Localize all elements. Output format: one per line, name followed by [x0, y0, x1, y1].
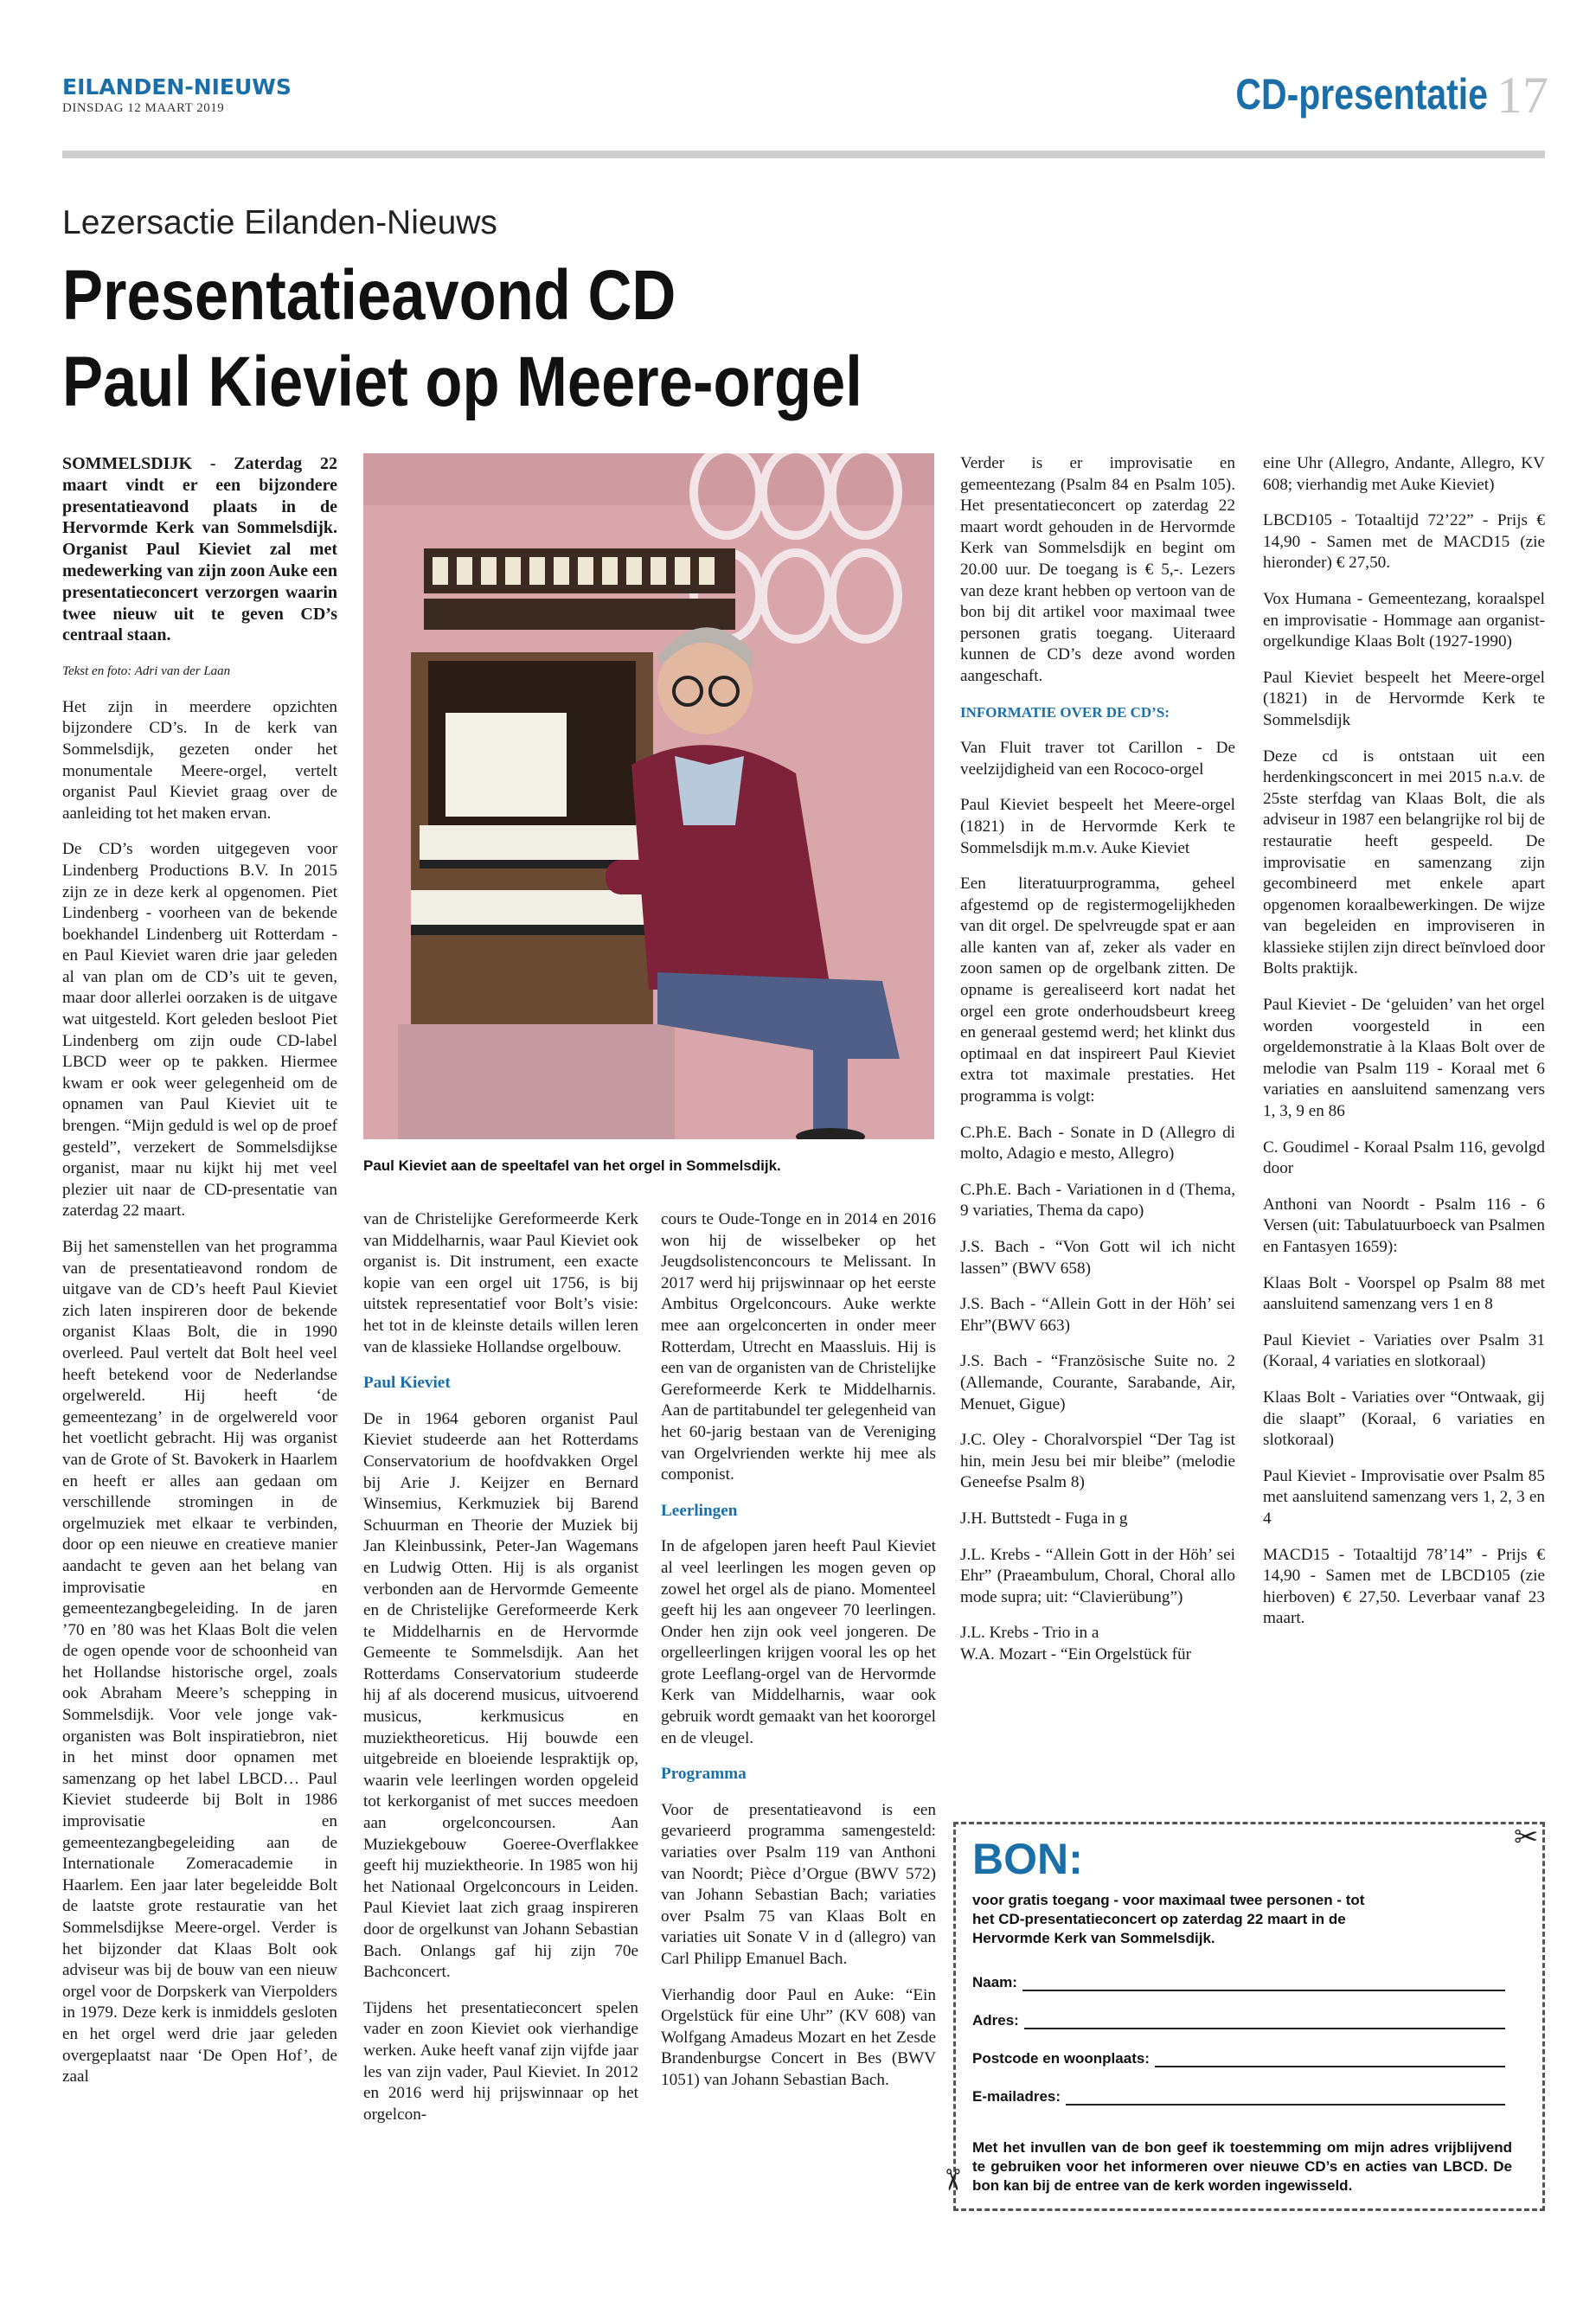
list-item: J.S. Bach - “Von Gott wil ich nicht lassen” (BWV 658): [960, 1238, 1235, 1278]
dateline: DINSDAG 12 MAART 2019: [62, 101, 225, 115]
name-input-line[interactable]: [1022, 1974, 1505, 1991]
field-label: E-mailadres:: [972, 2088, 1061, 2105]
headline-line-2: Paul Kieviet op Meere-orgel: [62, 343, 862, 421]
subheading: Leerlingen: [661, 1501, 738, 1520]
list-item: J.L. Krebs - “Allein Gott in der Höh’ sei Ehr” (Praeambulum, Choral, Choral allo mode supra; uit: “Clavierübung”): [960, 1545, 1235, 1606]
field-label: Naam:: [972, 1974, 1017, 1990]
list-item: C. Goudimel - Koraal Psalm 116, gevolgd door: [1263, 1138, 1545, 1178]
organist-photo: [363, 453, 934, 1139]
list-item: Klaas Bolt - Voorspel op Psalm 88 met aansluitend samenzang vers 1 en 8: [1263, 1273, 1545, 1314]
field-label: Postcode en woonplaats:: [972, 2050, 1150, 2067]
list-item: C.Ph.E. Bach - Variationen in d (Thema, 9 variaties, Thema da capo): [960, 1180, 1235, 1221]
subheading: Paul Kieviet: [363, 1374, 451, 1393]
paragraph: cours te Oude-Tonge en in 2014 en 2016 won hij de wisselbeker op het Jeugdsolistenconcours te Melissant. In 2017 werd hij prijswinnaar op het eerste Ambitus Orgelconcours. Auke werkte mee aan orgelconcerten in onder meer Rotterdam, Utrecht en Maassluis. Hij is een van de organisten van de Christelijke Gereformeerde Kerk te Middelharnis. Aan de partitabundel ter gelegenheid van het 60-jarig bestaan van de Vereniging van Orgelvrienden werkte hij mee als componist.: [661, 1210, 936, 1484]
list-item: Deze cd is ontstaan uit een herdenkingsconcert in mei 2015 n.a.v. de 25ste sterfdag van Klaas Bolt, die als adviseur in 1987 een belangrijke rol bij de restauratie heeft gespeeld. De improvisatie en samenzang zijn gecombineerd met enkele apart opgenomen koraalbewerkingen. De wijze van begeleiden en improviseren in klassieke stijlen zijn direct beïnvloed door Bolts praktijk.: [1263, 747, 1545, 978]
email-field[interactable]: [972, 2088, 1505, 2106]
column-2: [363, 1209, 638, 2140]
coupon-disclaimer: Met het invullen van de bon geef ik toestemming om mijn adres vrijblijvend te gebruiken voor het informeren over nieuwe CD’s en acties van LBCD. De bon kan bij de entree van de kerk worden ingewisseld.: [972, 2139, 1512, 2194]
field-label: Adres:: [972, 2012, 1019, 2029]
list-item: Klaas Bolt - Variaties over “Ontwaak, gij die slaapt” (Koraal, 6 variaties en slotkoraal): [1263, 1388, 1545, 1450]
name-field[interactable]: [972, 1974, 1505, 1991]
subheading: Programma: [661, 1765, 747, 1784]
email-input-line[interactable]: [1066, 2088, 1505, 2106]
list-item: Anthoni van Noordt - Psalm 116 - 6 Versen (uit: Tabulatuurboeck van Psalmen en Fantasyen 1659):: [1263, 1195, 1545, 1256]
paragraph: De CD’s worden uitgegeven voor Lindenberg Productions B.V. In 2015 zijn ze in deze kerk al opgenomen. Piet Lindenberg - voorheen van de bekende boekhandel Lindenberg uit Rotterdam - en Paul Kieviet waren drie jaar geleden al van plan om de CD’s uit te geven, maar door allerlei oorzaken is de uitgave wat uitgesteld. Kort geleden besloot Piet Lindenberg om zijn oude CD-label LBCD weer op te pakken. Hiermee kwam er ook weer gelegenheid om de opnamen van Paul Kieviet uit te brengen. “Mijn geduld is wel op de proef gesteld”, verzekert de Sommelsdijkse organist, maar nu kijkt hij met veel plezier uit naar de CD-presentatie van zaterdag 22 maart.: [62, 840, 337, 1221]
lead-paragraph: SOMMELSDIJK - Zaterdag 22 maart vindt er een bijzondere presentatieavond plaats in de Hervormde Kerk van Sommelsdijk. Organist Paul Kieviet zal met medewerking van zijn zoon Auke een presentatieconcert verzorgen waarin twee nieuw uit te geven CD’s centraal staan.: [62, 454, 337, 645]
masthead: EILANDEN-NIEUWS: [62, 74, 292, 99]
list-item: W.A. Mozart - “Ein Orgelstück für: [960, 1644, 1191, 1663]
photo-caption: Paul Kieviet aan de speeltafel van het orgel in Sommelsdijk.: [363, 1157, 781, 1174]
list-item: Paul Kieviet - De ‘geluiden’ van het orgel worden voorgesteld in een orgeldemonstratie à la Klaas Bolt over de melodie van Psalm 119 - Koraal met 6 variaties en aansluitend samenzang vers 1, 3, 9 en 86: [1263, 996, 1545, 1121]
headline-line-1: Presentatieavond CD: [62, 256, 676, 335]
subheading: INFORMATIE OVER DE CD’S:: [960, 703, 1170, 721]
address-input-line[interactable]: [1024, 2012, 1505, 2029]
list-item: J.S. Bach - “Französische Suite no. 2 (Allemande, Courante, Sarabande, Air, Menuet, Gigue): [960, 1352, 1235, 1413]
list-item: J.L. Krebs - Trio in a: [960, 1624, 1099, 1643]
paragraph: Het zijn in meerdere opzichten bijzondere CD’s. In de kerk van Sommelsdijk, gezeten onder het monumentale Meere-orgel, vertelt organist Paul Kieviet graag over de aanleiding tot het maken ervan.: [62, 697, 337, 823]
list-item: Vox Humana - Gemeentezang, koraalspel en improvisatie - Hommage aan organist-orgelkundige Klaas Bolt (1927-1990): [1263, 589, 1545, 651]
coupon-intro: voor gratis toegang - voor maximaal twee personen - tot het CD-presentatieconcert op zaterdag 22 maart in de Hervormde Kerk van Sommelsdijk.: [972, 1892, 1365, 1946]
column-5: [1263, 453, 1545, 1644]
paragraph: Vierhandig door Paul en Auke: “Ein Orgelstück für eine Uhr” (KV 608) van Wolfgang Amadeus Mozart en het Zesde Brandenburgse Concert in Bes (BWV 1051) van Johann Sebastian Bach.: [661, 1985, 936, 2089]
kicker: Lezersactie Eilanden-Nieuws: [62, 204, 497, 241]
photo-credit: Tekst en foto: Adri van der Laan: [62, 664, 231, 679]
column-3: [661, 1209, 936, 2106]
list-item: J.S. Bach - “Allein Gott in der Höh’ sei Ehr”(BWV 663): [960, 1295, 1235, 1335]
paragraph: Bij het samenstellen van het programma van de presentatieavond rondom de uitgave van de CD’s heeft Paul Kieviet zich laten inspireren door de bekende organist Klaas Bolt, die in 1990 overleed. Paul vertelt dat Bolt heel veel heeft betekend voor de Nederlandse orgelwereld. Hij heeft ‘de gemeentezang’ in de orgelwereld voor het voetlicht gebracht. Hij was organist van de Grote of St. Bavokerk in Haarlem en heeft er alles aan gedaan om verschillende stromingen in de orgelmuziek met elkaar te verbinden, door op een nieuwe en creatieve manier aandacht te geven aan het belang van improvisatie en gemeentezangbegeleiding. In de jaren ’70 en ’80 was het Klaas Bolt die velen de ogen opende voor de schoonheid van het Hollandse historische orgel, zoals ook Abraham Meere’s schepping in Sommelsdijk. Voor vele jonge vak-organisten was Bolt inspiratiebron, niet in het minst door opnamen met samenzang op het label LBCD… Paul Kieviet studeerde bij Bolt in 1986 improvisatie en gemeentezangbegeleiding aan de Internationale Zomeracademie in Haarlem. Een jaar later begeleidde Bolt de laatste grote restauratie van het Sommelsdijkse Meere-orgel. Verder is het bijzonder dat Klaas Bolt ook adviseur was bij de bouw van een nieuw orgel voor de Dorpskerk van Vierpolders in 1979. Deze kerk is inmiddels gesloten en het orgel werd drie jaar geleden overgeplaatst naar ‘De Open Hof’, de zaal: [62, 1238, 337, 2086]
list-item: MACD15 - Totaaltijd 78’14” - Prijs € 14,90 - Samen met de LBCD105 (zie hierboven) € 27,50. Leverbaar vanaf 23 maart.: [1263, 1545, 1545, 1628]
column-1: [62, 453, 337, 2103]
list-item: J.C. Oley - Choralvorspiel “Der Tag ist hin, mein Jesu bei mir bleibe” (melodie Geneefse Psalm 8): [960, 1431, 1235, 1492]
paragraph: In de afgelopen jaren heeft Paul Kieviet al veel leerlingen les mogen geven op zowel het orgel als de piano. Momenteel geeft hij les aan ongeveer 70 leerlingen. Onder hen zijn ook veel jongeren. De orgelleerlingen krijgen vooral les op het grote Leeflang-orgel van de Hervormde Kerk van Middelharnis, waar ook gebruik wordt gemaakt van het koororgel en de vleugel.: [661, 1537, 936, 1747]
list-item: J.H. Buttstedt - Fuga in g: [960, 1509, 1128, 1528]
paragraph: Paul Kieviet bespeelt het Meere-orgel (1821) in de Hervormde Kerk te Sommelsdijk m.m.v. Auke Kieviet: [960, 796, 1235, 857]
list-item: Paul Kieviet bespeelt het Meere-orgel (1821) in de Hervormde Kerk te Sommelsdijk: [1263, 668, 1545, 729]
paragraph: De in 1964 geboren organist Paul Kieviet studeerde aan het Rotterdams Conservatorium de hoofdvakken Orgel bij Arie J. Keijzer en Bernard Winsemius, Kerkmuziek bij Barend Schuurman en Theorie der Muziek bij Jan Kleinbussink, Peter-Jan Wagemans en Ludwig Otten. Hij is als organist verbonden aan de Hervormde Gemeente en de Christelijke Gereformeerde Kerk te Middelharnis en de Hervormde Gemeente te Sommelsdijk. Aan het Rotterdams Conservatorium studeerde hij af als docerend musicus, uitvoerend musicus, kerkmusicus en muziektheoreticus. Hij bouwde een uitgebreide en bloeiende lespraktijk op, waarin vele leerlingen worden opgeleid tot kerkorganist of met succes meedoen aan orgelconcoursen. Aan Muziekgebouw Goeree-Overflakkee geeft hij muziektheorie. In 1985 won hij het Nationaal Orgelconcours in Leiden. Paul Kieviet laat zich graag inspireren door de orgelkunst van Johann Sebastian Bach. Onlangs gaf hij zijn 70e Bachconcert.: [363, 1409, 638, 1982]
list-item: C.Ph.E. Bach - Sonate in D (Allegro di molto, Adagio e mesto, Allegro): [960, 1123, 1235, 1163]
list-item: LBCD105 - Totaaltijd 72’22” - Prijs € 14,90 - Samen met de MACD15 (zie hieronder) € 27,50.: [1263, 511, 1545, 573]
address-field[interactable]: [972, 2012, 1505, 2029]
headline: [62, 253, 1029, 426]
paragraph: Tijdens het presentatieconcert spelen vader en zoon Kieviet ook vierhandige werken. Auke heeft vanaf zijn vijfde jaar les van zijn vader, Paul Kieviet. In 2012 en 2016 werd hij prijswinnaar op het orgelcon-: [363, 1998, 638, 2124]
coupon-title: BON:: [972, 1835, 1083, 1883]
paragraph: Van Fluit traver tot Carillon - De veelzijdigheid van een Rococo-orgel: [960, 739, 1235, 779]
scissors-icon: ✂: [1514, 1820, 1539, 1855]
paragraph: Een literatuurprogramma, geheel afgestemd op de registermogelijkheden van dit orgel. De spelvreugde spat er aan alle kanten van af, zeker als vader en zoon samen op de orgelbank zitten. De opname is gerealiseerd kort nadat het orgel een grote onderhoudsbeurt kreeg en generaal gestemd werd; het klinkt dus optimaal en dat inspireert Paul Kieviet extra tot maximale prestaties. Het programma is volgt:: [960, 875, 1235, 1106]
list-item: Paul Kieviet - Improvisatie over Psalm 85 met aansluitend samenzang vers 1, 2, 3 en 4: [1263, 1466, 1545, 1528]
page-number: 17: [1497, 67, 1548, 124]
paragraph: van de Christelijke Gereformeerde Kerk van Middelharnis, waar Paul Kieviet ook organist is. Dit instrument, een exacte kopie van een orgel uit 1756, is bij uitstek representatief voor Bolt’s visie: het tot in de kleinste details willen leren van de klassieke Hollandse orgelbouw.: [363, 1210, 638, 1356]
postcode-field[interactable]: [972, 2050, 1505, 2067]
header-rule: [62, 151, 1545, 158]
postcode-input-line[interactable]: [1155, 2050, 1505, 2067]
scissors-icon: ✂: [934, 2167, 970, 2193]
list-item: Paul Kieviet - Variaties over Psalm 31 (Koraal, 4 variaties en slotkoraal): [1263, 1330, 1545, 1371]
paragraph: Verder is er improvisatie en gemeentezang (Psalm 84 en Psalm 105). Het presentatieconcert op zaterdag 22 maart wordt gehouden in de Hervormde Kerk van Sommelsdijk en begint om 20.00 uur. De toegang is € 5,-. Lezers van deze krant hebben op vertoon van de bon bij dit artikel voor maximaal twee personen gratis toegang. Uiteraard kunnen de CD’s deze avond worden aangeschaft.: [960, 454, 1235, 685]
section-title: CD-presentatie: [1235, 70, 1488, 119]
list-item: eine Uhr (Allegro, Andante, Allegro, KV 608; vierhandig met Auke Kieviet): [1263, 454, 1545, 494]
column-4: [960, 453, 1235, 1681]
paragraph: Voor de presentatieavond is een gevarieerd programma samengesteld: variaties over Psalm 119 van Anthoni van Noordt; Pièce d’Orgue (BWV 572) van Johann Sebastian Bach; variaties over Psalm 75 van Klaas Bolt en variaties uit Sonate V in d (allegro) van Carl Philipp Emanuel Bach.: [661, 1800, 936, 1968]
